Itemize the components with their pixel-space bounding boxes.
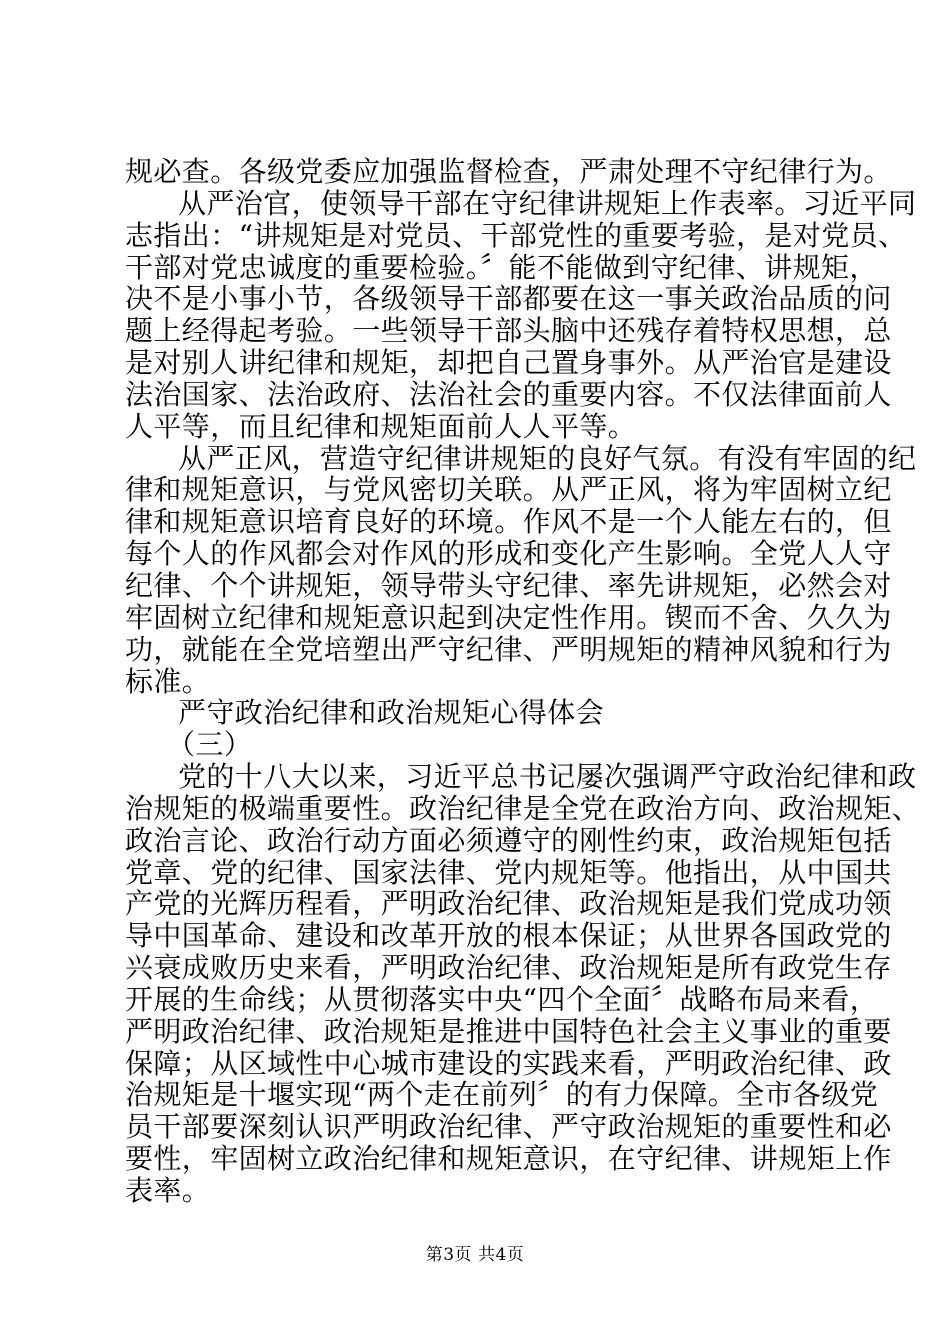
text-line: 功，就能在全党培塑出严守纪律、严明规矩的精神风貌和行为 [125,633,892,666]
section-title: 严守政治纪律和政治规矩心得体会 [178,696,605,729]
text-line: 政治言论、政治行动方面必须遵守的刚性约束，政治规矩包括 [125,824,892,857]
page-number-footer: 第3页 共4页 [425,1245,525,1265]
text-line: 决不是小事小节，各级领导干部都要在这一事关政治品质的问 [125,282,892,315]
text-line: 题上经得起考验。一些领导干部头脑中还残存着特权思想，总 [125,314,892,347]
text-line: 治规矩是十堰实现“两个走在前列〞的有力保障。全市各级党 [125,1078,879,1111]
text-line: 规必查。各级党委应加强监督检查，严肃处理不守纪律行为。 [125,155,892,188]
text-line: 牢固树立纪律和规矩意识起到决定性作用。锲而不舍、久久为 [125,601,892,634]
text-line: 表率。 [125,1174,211,1207]
text-line: 人平等，而且纪律和规矩面前人人平等。 [125,410,637,443]
text-line: 兴衰成败历史来看，严明政治纪律、政治规矩是所有政党生存 [125,951,892,984]
text-line: 产党的光辉历程看，严明政治纪律、政治规矩是我们党成功领 [125,887,892,920]
text-line: 从严正风，营造守纪律讲规矩的良好气氛。有没有牢固的纪 [178,442,917,475]
text-line: 法治国家、法治政府、法治社会的重要内容。不仅法律面前人 [125,378,892,411]
text-line: 要性，牢固树立政治纪律和规矩意识，在守纪律、讲规矩上作 [125,1142,892,1175]
text-line: 党的十八大以来，习近平总书记屡次强调严守政治纪律和政 [178,760,917,793]
text-line: 每个人的作风都会对作风的形成和变化产生影响。全党人人守 [125,537,892,570]
text-line: 干部对党忠诚度的重要检验。〞能不能做到守纪律、讲规矩， [125,251,878,284]
text-line: 员干部要深刻认识严明政治纪律、严守政治规矩的重要性和必 [125,1110,892,1143]
text-line: 从严治官，使领导干部在守纪律讲规矩上作表率。习近平同 [178,187,917,220]
section-number: （三） [167,728,253,761]
text-line: 律和规矩意识，与党风密切关联。从严正风，将为牢固树立纪 [125,473,892,506]
text-line: 党章、党的纪律、国家法律、党内规矩等。他指出，从中国共 [125,856,892,889]
text-line: 是对别人讲纪律和规矩，却把自己置身事外。从严治官是建设 [125,346,892,379]
text-line: 严明政治纪律、政治规矩是推进中国特色社会主义事业的重要 [125,1015,892,1048]
text-line: 律和规矩意识培育良好的环境。作风不是一个人能左右的，但 [125,505,892,538]
text-line: 保障；从区域性中心城市建设的实践来看，严明政治纪律、政 [125,1047,892,1080]
text-line: 志指出：“讲规矩是对党员、干部党性的重要考验，是对党员、 [125,219,907,252]
text-line: 标准。 [125,665,211,698]
text-line: 治规矩的极端重要性。政治纪律是全党在政治方向、政治规矩、 [125,792,921,825]
text-line: 开展的生命线；从贯彻落实中央“四个全面〞战略布局来看， [125,983,879,1016]
text-line: 导中国革命、建设和改革开放的根本保证；从世界各国政党的 [125,919,892,952]
text-line: 纪律、个个讲规矩，领导带头守纪律、率先讲规矩，必然会对 [125,569,892,602]
